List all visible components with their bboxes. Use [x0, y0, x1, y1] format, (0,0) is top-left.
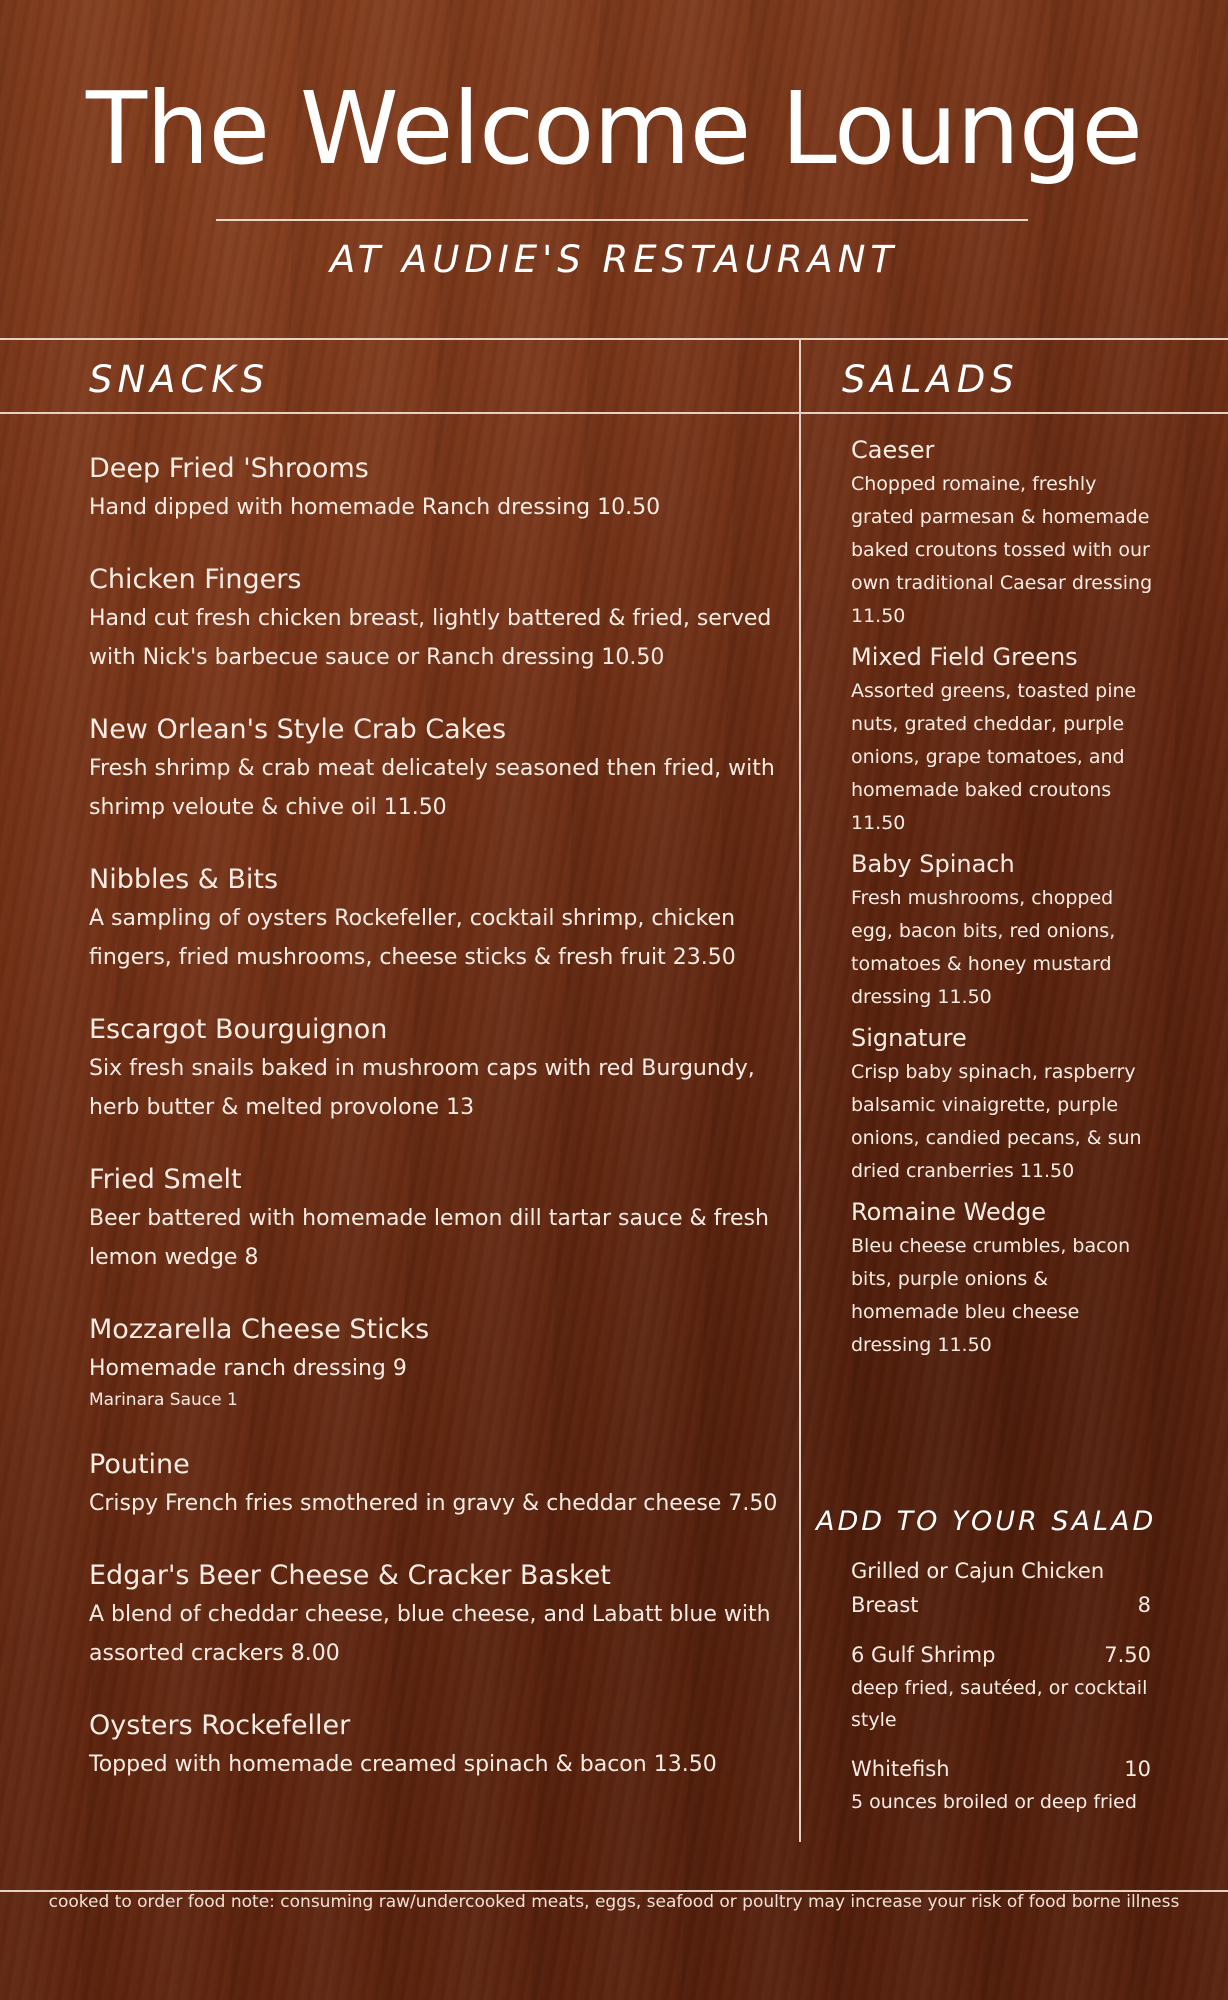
snack-desc: A sampling of oysters Rockefeller, cocktail shrimp, chicken fingers, fried mushrooms, cheese sticks & fresh fruit 23.50 [89, 906, 736, 970]
addon-price: 7.50 [1104, 1643, 1151, 1667]
snack-name: Edgar's Beer Cheese & Cracker Basket [89, 1560, 611, 1591]
snack-name: Escargot Bourguignon [89, 1014, 388, 1045]
snack-item [89, 1446, 779, 1523]
snack-item [89, 1011, 779, 1127]
addons-heading: ADD TO YOUR SALAD [816, 1506, 1157, 1537]
salads-list [851, 432, 1161, 1368]
snack-desc: Homemade ranch dressing 9 [89, 1356, 407, 1381]
addon-item [851, 1638, 1151, 1736]
snack-item [89, 1557, 779, 1673]
addon-name: Grilled or Cajun Chicken Breast [851, 1559, 1105, 1617]
menu-subtitle: AT AUDIE'S RESTAURANT [329, 238, 899, 281]
salad-name: Baby Spinach [851, 850, 1015, 878]
snack-desc: Fresh shrimp & crab meat delicately seasoned then fried, with shrimp veloute & chive oil 11.50 [89, 756, 775, 820]
snack-desc: Crispy French fries smothered in gravy & cheddar cheese 7.50 [89, 1491, 778, 1516]
salad-desc: Assorted greens, toasted pine nuts, grated cheddar, purple onions, grape tomatoes, and homemade baked croutons 11.50 [851, 680, 1137, 834]
snack-desc: Hand cut fresh chicken breast, lightly battered & fried, served with Nick's barbecue sauce or Ranch dressing 10.50 [89, 606, 772, 670]
section-header-divider [0, 412, 1228, 414]
snack-name: New Orlean's Style Crab Cakes [89, 714, 507, 745]
snack-name: Oysters Rockefeller [89, 1710, 351, 1741]
snack-name: Deep Fried 'Shrooms [89, 453, 369, 484]
salad-item [851, 1020, 1161, 1188]
addon-sub: 5 ounces broiled or deep fried [851, 1791, 1137, 1813]
salad-name: Romaine Wedge [851, 1198, 1046, 1226]
snack-name: Mozzarella Cheese Sticks [89, 1314, 430, 1345]
salad-item [851, 432, 1161, 633]
addon-sub: deep fried, sautéed, or cocktail style [851, 1677, 1148, 1731]
salads-heading: SALADS [842, 358, 1019, 401]
snack-item [89, 450, 779, 527]
salad-name: Caeser [851, 436, 935, 464]
addon-item [851, 1752, 1151, 1818]
snack-item [89, 1311, 779, 1412]
column-divider [799, 340, 801, 1842]
salad-item [851, 639, 1161, 840]
snack-name: Chicken Fingers [89, 564, 302, 595]
salad-desc: Chopped romaine, freshly grated parmesan & homemade baked croutons tossed with our own traditional Caesar dressing 11.50 [851, 473, 1153, 627]
snack-desc: Beer battered with homemade lemon dill tartar sauce & fresh lemon wedge 8 [89, 1206, 769, 1270]
snack-item [89, 711, 779, 827]
menu-title: The Welcome Lounge [86, 70, 1142, 187]
addon-name: 6 Gulf Shrimp [851, 1643, 996, 1667]
addon-price: 8 [1137, 1593, 1151, 1617]
snack-name: Nibbles & Bits [89, 864, 279, 895]
snacks-heading: SNACKS [89, 358, 270, 401]
salad-desc: Crisp baby spinach, raspberry balsamic vinaigrette, purple onions, candied pecans, & sun dried cranberries 11.50 [851, 1061, 1142, 1182]
salad-desc: Bleu cheese crumbles, bacon bits, purple onions & homemade bleu cheese dressing 11.50 [851, 1235, 1131, 1356]
snack-name: Poutine [89, 1449, 190, 1480]
addon-name: Whitefish [851, 1757, 950, 1781]
addon-item [851, 1554, 1151, 1622]
addon-price: 10 [1124, 1757, 1151, 1781]
salad-desc: Fresh mushrooms, chopped egg, bacon bits, red onions, tomatoes & honey mustard dressing 11.50 [851, 887, 1116, 1008]
snack-item [89, 1161, 779, 1277]
snacks-list [89, 450, 779, 1818]
section-top-divider [0, 338, 1228, 340]
food-safety-note: cooked to order food note: consuming raw/undercooked meats, eggs, seafood or poultry may increase your risk of food borne illness [48, 1892, 1180, 1912]
snack-desc: Six fresh snails baked in mushroom caps with red Burgundy, herb butter & melted provolone 13 [89, 1056, 755, 1120]
title-divider [216, 219, 1028, 221]
salad-name: Mixed Field Greens [851, 643, 1078, 671]
salad-item [851, 1194, 1161, 1362]
snack-item [89, 561, 779, 677]
snack-desc: A blend of cheddar cheese, blue cheese, and Labatt blue with assorted crackers 8.00 [89, 1602, 771, 1666]
snack-item [89, 861, 779, 977]
addons-list [851, 1554, 1151, 1834]
snack-desc: Hand dipped with homemade Ranch dressing 10.50 [89, 495, 661, 520]
snack-desc: Topped with homemade creamed spinach & bacon 13.50 [89, 1752, 717, 1777]
salad-item [851, 846, 1161, 1014]
salad-name: Signature [851, 1024, 967, 1052]
snack-name: Fried Smelt [89, 1164, 242, 1195]
snack-note: Marinara Sauce 1 [89, 1390, 238, 1410]
snack-item [89, 1707, 779, 1784]
